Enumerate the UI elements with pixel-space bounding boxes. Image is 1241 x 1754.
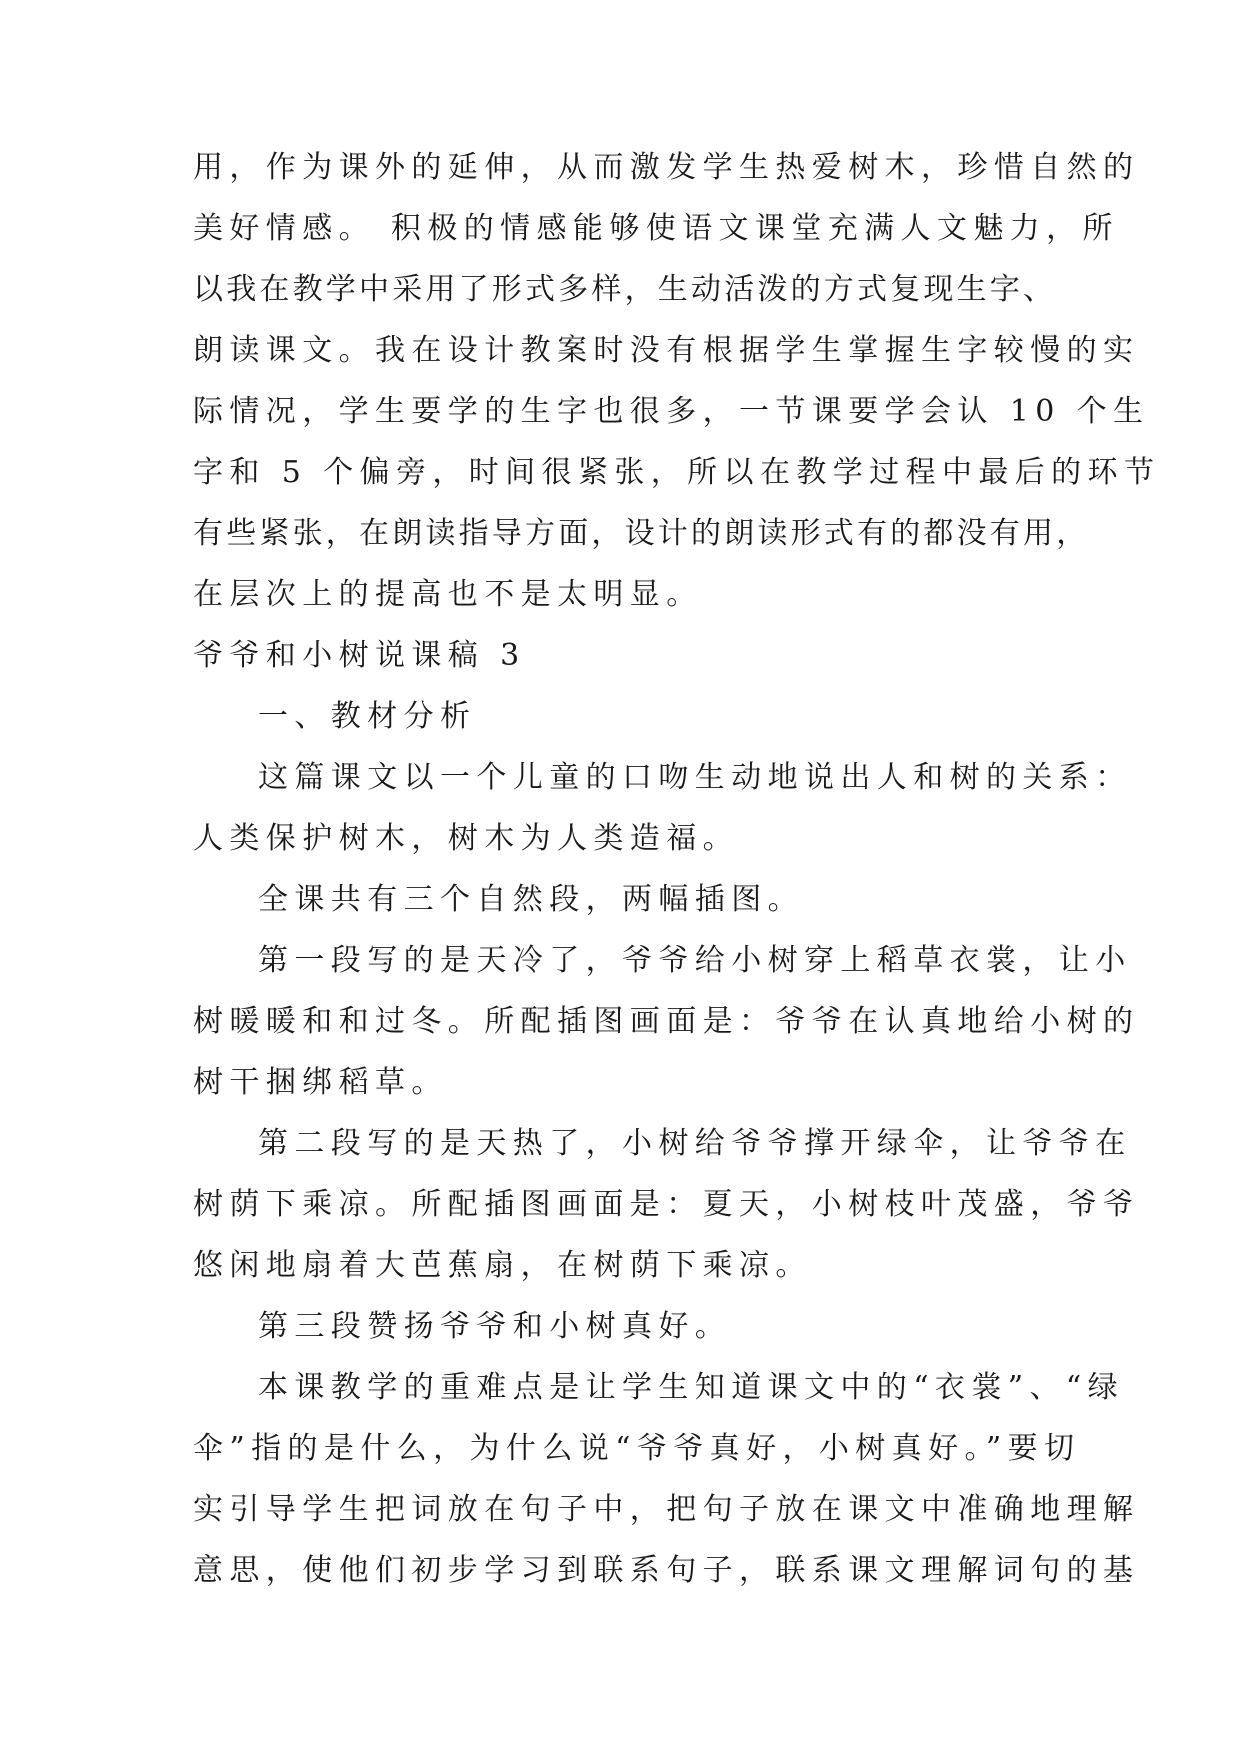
- text-line: 第三段赞扬爷爷和小树真好。: [258, 1309, 732, 1344]
- text-line: 树暖暖和和过冬。所配插图画面是：爷爷在认真地给小树的: [193, 1004, 1140, 1039]
- text-line: 伞”指的是什么，为什么说“爷爷真好，小树真好。”要切: [193, 1431, 1081, 1466]
- text-line: 全课共有三个自然段，两幅插图。: [258, 882, 804, 917]
- text-line: 意思，使他们初步学习到联系句子，联系课文理解词句的基: [193, 1553, 1140, 1588]
- section-heading: 爷爷和小树说课稿 3: [193, 638, 526, 673]
- text-line: 在层次上的提高也不是太明显。: [193, 577, 703, 612]
- text-line: 这篇课文以一个儿童的口吻生动地说出人和树的关系：: [258, 760, 1132, 795]
- text-line: 有些紧张，在朗读指导方面，设计的朗读形式有的都没有用，: [193, 516, 1090, 551]
- text-line: 树干捆绑稻草。: [193, 1065, 448, 1100]
- text-line: 第一段写的是天冷了，爷爷给小树穿上稻草衣裳，让小: [258, 943, 1132, 978]
- text-line: 用，作为课外的延伸，从而激发学生热爱树木，珍惜自然的: [193, 150, 1140, 185]
- text-line: 第二段写的是天热了，小树给爷爷撑开绿伞，让爷爷在: [258, 1126, 1132, 1161]
- text-line: 实引导学生把词放在句子中，把句子放在课文中准确地理解: [193, 1492, 1140, 1527]
- text-line: 本课教学的重难点是让学生知道课文中的“衣裳”、“绿: [258, 1370, 1125, 1405]
- text-line: 朗读课文。我在设计教案时没有根据学生掌握生字较慢的实: [193, 333, 1140, 368]
- subsection-heading: 一、教材分析: [258, 699, 477, 734]
- text-line: 际情况，学生要学的生字也很多，一节课要学会认 10 个生: [193, 394, 1150, 429]
- text-line: 美好情感。 积极的情感能够使语文课堂充满人文魅力，所: [193, 211, 1119, 246]
- text-line: 树荫下乘凉。所配插图画面是：夏天，小树枝叶茂盛，爷爷: [193, 1187, 1140, 1222]
- text-line: 悠闲地扇着大芭蕉扇，在树荫下乘凉。: [193, 1248, 812, 1283]
- text-line: 人类保护树木，树木为人类造福。: [193, 821, 739, 856]
- text-line: 字和 5 个偏旁，时间很紧张，所以在教学过程中最后的环节: [193, 455, 1161, 490]
- text-line: 以我在教学中采用了形式多样，生动活泼的方式复现生字、: [193, 272, 1057, 307]
